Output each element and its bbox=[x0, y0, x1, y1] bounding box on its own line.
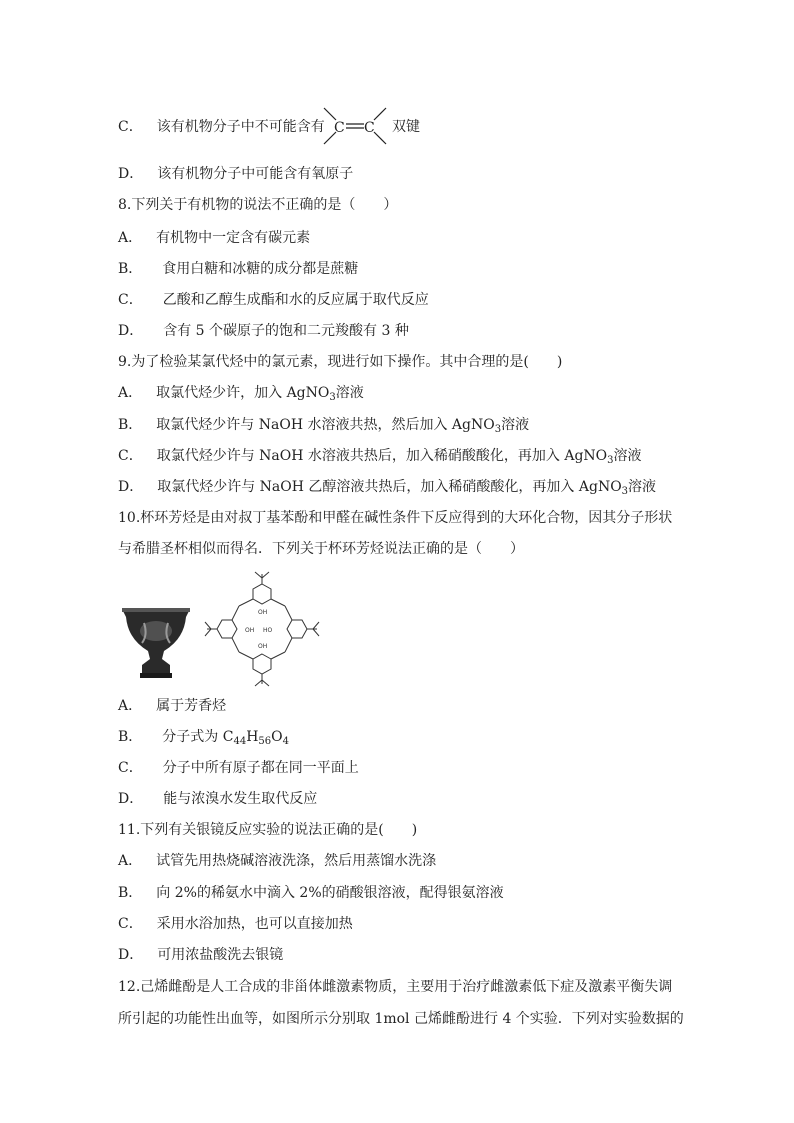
option-label: D． bbox=[118, 323, 144, 339]
q10-option-b bbox=[118, 728, 289, 746]
option-text: 属于芳香烃 bbox=[156, 698, 227, 714]
option-text: 取氯代烃少许与 NaOH 水溶液共热后，加入稀硝酸酸化，再加入 AgNO bbox=[156, 448, 608, 464]
oh-label: OH bbox=[258, 643, 268, 650]
option-text: 含有 5 个碳原子的饱和二元羧酸有 3 种 bbox=[163, 323, 409, 339]
option-text-end: 溶液 bbox=[501, 417, 530, 433]
option-label: D． bbox=[118, 166, 144, 182]
option-text: 能与浓溴水发生取代反应 bbox=[163, 791, 318, 807]
option-text-end: 溶液 bbox=[335, 385, 364, 401]
option-text: 食用白糖和冰糖的成分都是蔗糖 bbox=[162, 261, 359, 277]
option-label: B． bbox=[118, 885, 143, 901]
option-label: B． bbox=[118, 729, 143, 745]
q9-option-c bbox=[118, 447, 642, 465]
option-label: C． bbox=[118, 916, 143, 932]
double-bond-structure bbox=[320, 104, 390, 148]
q9-stem: 9.为了检验某氯代烃中的氯元素，现进行如下操作。其中合理的是( ) bbox=[118, 354, 563, 370]
option-text: 取氯代烃少许与 NaOH 乙醇溶液共热后，加入稀硝酸酸化，再加入 AgNO bbox=[157, 479, 622, 495]
option-label: B． bbox=[118, 261, 143, 277]
option-label: A． bbox=[118, 230, 143, 246]
option-text: 乙酸和乙醇生成酯和水的反应属于取代反应 bbox=[162, 292, 429, 308]
formula-left-c: C bbox=[334, 120, 345, 136]
option-label: C． bbox=[118, 119, 143, 135]
option-text: 有机物中一定含有碳元素 bbox=[156, 230, 311, 246]
subscript: 3 bbox=[329, 392, 336, 403]
subscript: 3 bbox=[494, 424, 502, 435]
subscript: 3 bbox=[607, 455, 614, 466]
option-label: C． bbox=[118, 760, 143, 776]
q12-stem-line1: 12.己烯雌酚是人工合成的非甾体雌激素物质，主要用于治疗雌激素低下症及激素平衡失调 bbox=[118, 979, 673, 995]
option-text: 取氯代烃少许，加入 AgNO bbox=[156, 385, 330, 401]
option-text: 分子式为 C bbox=[162, 729, 234, 745]
q8-stem: 8.下列关于有机物的说法不正确的是（ ） bbox=[118, 197, 398, 213]
option-label: D． bbox=[118, 947, 144, 963]
option-label: D． bbox=[118, 479, 144, 495]
subscript: 3 bbox=[621, 486, 629, 497]
q8-option-d bbox=[118, 322, 409, 340]
option-text: 试管先用热烧碱溶液洗涤，然后用蒸馏水洗涤 bbox=[156, 853, 437, 869]
option-text: 取氯代烃少许与 NaOH 水溶液共热，然后加入 AgNO bbox=[156, 417, 495, 433]
option-text: 分子中所有原子都在同一平面上 bbox=[162, 760, 359, 776]
q7-option-c bbox=[118, 118, 325, 136]
q8-option-a bbox=[118, 229, 310, 247]
option-text: 该有机物分子中不可能含有 bbox=[156, 119, 325, 135]
option-text: 该有机物分子中可能含有氧原子 bbox=[157, 166, 354, 182]
formula-o: O bbox=[271, 729, 283, 745]
option-text-end: 溶液 bbox=[628, 479, 657, 495]
calixarene-structure bbox=[203, 570, 321, 688]
q10-option-c bbox=[118, 759, 359, 777]
formula-h: H bbox=[246, 729, 259, 745]
q12-stem-line2: 所引起的功能性出血等，如图所示分别取 1mol 己烯雌酚进行 4 个实验．下列对实验数据的 bbox=[118, 1011, 684, 1027]
q10-stem-line2: 与希腊圣杯相似而得名．下列关于杯环芳烃说法正确的是（ ） bbox=[118, 541, 524, 557]
subscript: 4 bbox=[282, 736, 290, 747]
q9-option-b bbox=[118, 416, 529, 434]
oh-label: OH bbox=[245, 627, 255, 634]
option-label: A． bbox=[118, 698, 143, 714]
q10-option-d bbox=[118, 790, 317, 808]
q11-stem: 11.下列有关银镜反应实验的说法正确的是( ) bbox=[118, 822, 418, 838]
q8-option-c bbox=[118, 291, 429, 309]
q7-option-d bbox=[118, 165, 353, 183]
option-label: D． bbox=[118, 791, 144, 807]
option-label: C． bbox=[118, 292, 143, 308]
option-text-end: 溶液 bbox=[613, 448, 642, 464]
option-text: 可用浓盐酸洗去银镜 bbox=[157, 947, 284, 963]
oh-label: OH bbox=[258, 609, 268, 616]
option-label: C． bbox=[118, 448, 143, 464]
option-text: 向 2%的稀氨水中滴入 2%的硝酸银溶液，配得银氨溶液 bbox=[156, 885, 504, 901]
formula-right-c: C bbox=[364, 120, 375, 136]
q9-option-d bbox=[118, 478, 656, 496]
ho-label: HO bbox=[263, 627, 273, 634]
q7-option-c-suffix: 双键 bbox=[392, 119, 420, 135]
q11-option-c bbox=[118, 915, 353, 933]
option-label: A． bbox=[118, 853, 143, 869]
subscript: 56 bbox=[258, 736, 272, 747]
q8-option-b bbox=[118, 260, 358, 278]
q10-stem-line1: 10.杯环芳烃是由对叔丁基苯酚和甲醛在碱性条件下反应得到的大环化合物，因其分子形状 bbox=[118, 510, 673, 526]
q11-option-d bbox=[118, 946, 283, 964]
greek-cup-image bbox=[118, 605, 194, 681]
option-label: B． bbox=[118, 417, 143, 433]
option-label: A． bbox=[118, 385, 143, 401]
q9-option-a bbox=[118, 384, 364, 402]
q11-option-b bbox=[118, 884, 504, 902]
q11-option-a bbox=[118, 852, 436, 870]
q10-option-a bbox=[118, 697, 226, 715]
option-text: 采用水浴加热，也可以直接加热 bbox=[156, 916, 353, 932]
subscript: 44 bbox=[233, 736, 247, 747]
